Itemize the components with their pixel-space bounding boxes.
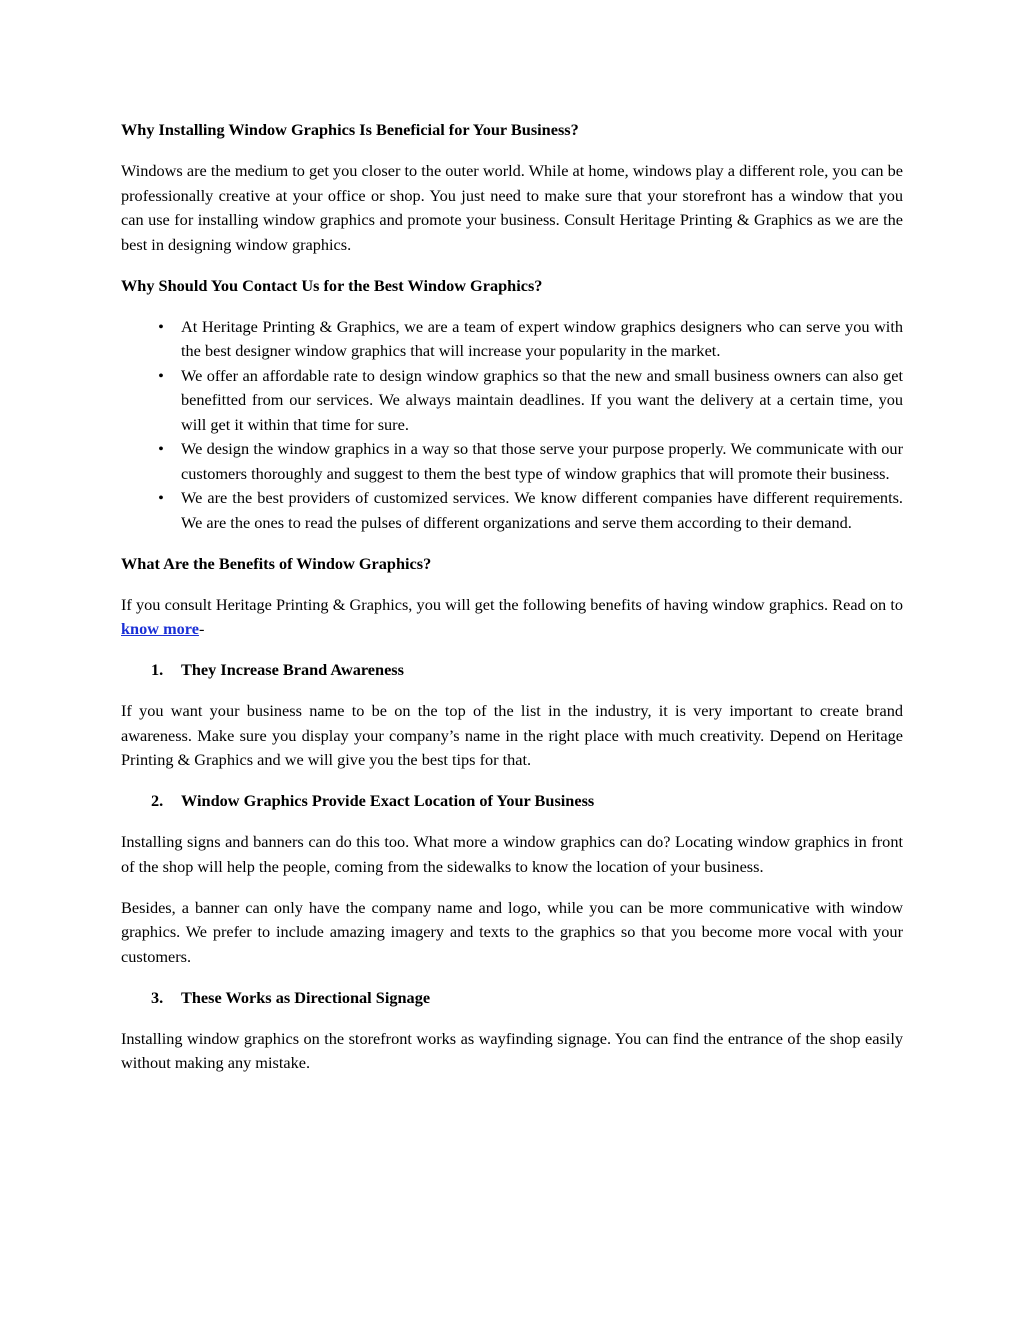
heading-why-installing: Why Installing Window Graphics Is Beneficial for Your Business?	[121, 120, 579, 139]
section-2-heading	[121, 789, 903, 814]
section-1-body: If you want your business name to be on the top of the list in the industry, it is very important to create brand awareness. Make sure you display your company’s name in the right place with much creativity. Depend on Heritage Printing & Graphics and we will give you the best tips for that.	[121, 701, 903, 769]
know-more-link[interactable]: know more	[121, 619, 199, 638]
bullet-item	[121, 486, 903, 535]
bullet-icon: •	[158, 316, 164, 336]
section-3-body: Installing window graphics on the storefront works as wayfinding signage. You can find the entrance of the shop easily without making any mistake.	[121, 1028, 903, 1072]
bullet-text: We offer an affordable rate to design window graphics so that the new and small business owners can also get benefitted from our services. We always maintain deadlines. If you want the delivery at a certain time, you will get it within that time for sure.	[181, 365, 903, 434]
intro-paragraph: Windows are the medium to get you closer to the outer world. While at home, windows play a different role, you can be professionally creative at your office or shop. You just need to make sure that your storefront has a window that you can use for installing window graphics and promote your business. Consult Heritage Printing & Graphics as we are the best in designing window graphics.	[121, 161, 903, 254]
heading-why-contact: Why Should You Contact Us for the Best Window Graphics?	[121, 275, 543, 295]
bullet-icon: •	[158, 365, 164, 385]
bullet-item	[121, 364, 903, 438]
section-2-number: 2.	[151, 791, 164, 810]
document-page	[121, 118, 903, 1092]
section-1-number: 1.	[151, 660, 164, 679]
heading-benefits: What Are the Benefits of Window Graphics?	[121, 553, 432, 573]
section-2-title: Window Graphics Provide Exact Location of Your Business	[181, 791, 595, 810]
section-2-body-1: Installing signs and banners can do this too. What more a window graphics can do? Locating window graphics in front of the shop will help the people, coming from the sidewalks to know the location of your business.	[121, 832, 903, 876]
bullet-item	[121, 437, 903, 486]
benefits-intro-text: If you consult Heritage Printing & Graphics, you will get the following benefits of having window graphics. Read on to	[121, 594, 903, 614]
bullet-item	[121, 315, 903, 364]
section-1-heading	[121, 658, 903, 683]
bullet-icon: •	[158, 439, 164, 458]
reasons-bullet-list	[121, 315, 903, 536]
benefits-intro-dash: -	[198, 619, 205, 638]
bullet-text: At Heritage Printing & Graphics, we are a team of expert window graphics designers who can serve you with the best designer window graphics that will increase your popularity in the market.	[181, 316, 903, 360]
benefits-intro-paragraph	[121, 593, 903, 642]
section-3-number: 3.	[151, 987, 164, 1007]
section-2-body-2: Besides, a banner can only have the company name and logo, while you can be more communicative with window graphics. We prefer to include amazing imagery and texts to the graphics so that you become more vocal with your customers.	[121, 897, 903, 966]
bullet-text: We are the best providers of customized services. We know different companies have different requirements. We are the ones to read the pulses of different organizations and serve them according to their demand.	[181, 488, 903, 532]
section-1-title: They Increase Brand Awareness	[181, 660, 404, 679]
bullet-text: We design the window graphics in a way so that those serve your purpose properly. We communicate with our customers thoroughly and suggest to them the best type of window graphics that will promote their business.	[181, 439, 903, 483]
section-3-heading	[121, 986, 903, 1011]
bullet-icon: •	[158, 488, 164, 507]
section-3-title: These Works as Directional Signage	[181, 987, 431, 1007]
